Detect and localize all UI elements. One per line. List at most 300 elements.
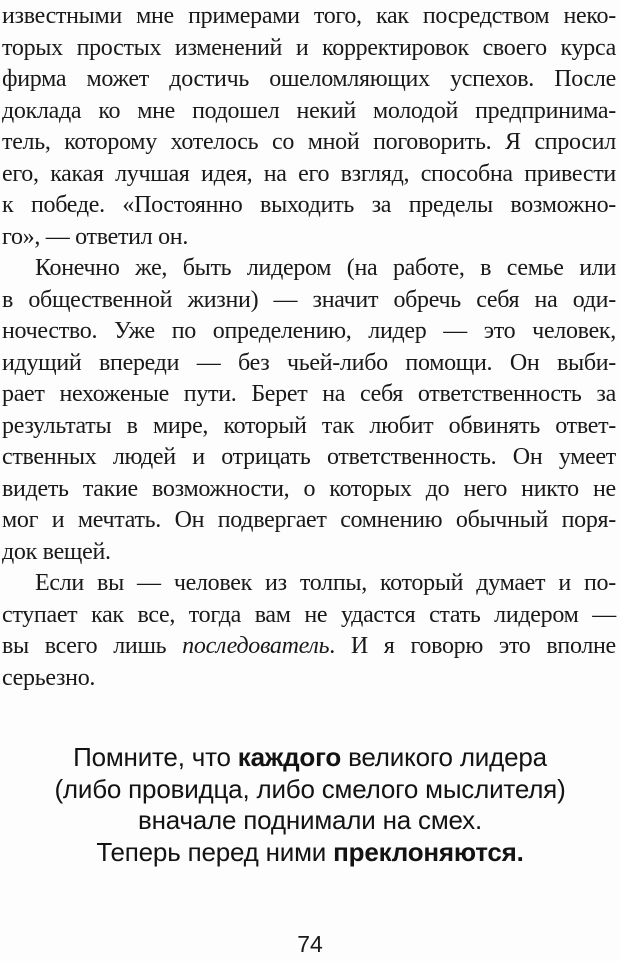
word [31,190,105,222]
word [554,64,616,96]
word [2,442,96,474]
word [87,64,150,96]
text-run: со [271,129,295,155]
text-run: Он [512,444,543,470]
text-run: за [596,381,616,407]
text-line-p2-10 [2,537,616,569]
text-run: из [265,570,287,596]
text-run: вы [97,570,124,596]
text-run: мире, [152,412,209,439]
text-line-p3-1 [2,568,616,600]
text-run: в [480,255,492,281]
text-run: него [463,475,508,502]
word [423,1,549,33]
word [122,190,242,222]
text-run: это [483,318,516,344]
text-line-p1-3 [2,64,616,96]
text-run: лидером [494,601,579,628]
text-run: пределы [408,192,493,218]
word [192,442,205,474]
text-run: как [91,601,124,628]
text-run: на [322,381,346,407]
word [456,505,548,537]
text-run: не [304,601,328,628]
word [562,505,616,537]
word [2,316,97,348]
bold-text-run: преклоняются. [333,836,524,867]
text-run: по [171,318,196,344]
text-run: говорю [410,633,483,659]
text-run: Он [509,349,540,376]
word [171,127,259,159]
text-run: После [554,66,616,92]
text-run: мне [136,3,174,29]
word [298,159,329,191]
text-run: и [192,444,205,470]
word [175,33,282,65]
text-run: — [196,349,221,376]
word [247,253,331,285]
quote-line-2 [0,773,620,805]
text-run: мечтать. [77,507,162,533]
text-run: возможности, [152,475,290,502]
word [97,568,124,600]
word [265,568,287,600]
word [505,127,521,159]
text-run: нехоженые [59,381,169,407]
text-run: док вещей. [2,538,111,565]
text-run: чьей-либо [287,349,388,376]
word [182,631,335,663]
word [368,316,426,348]
word [2,1,122,33]
word [494,600,578,632]
text-run: своего [482,34,547,61]
text-run: лидером [246,255,332,281]
quote-line-3 [0,804,620,836]
text-run: спросил [534,129,616,155]
word [373,96,458,128]
word [260,190,354,222]
text-run: го», — ответил он. [2,223,189,250]
text-line-p3-2 [2,600,616,632]
word [238,348,269,380]
text-run: человек [173,570,252,596]
text-run: предпринима- [475,97,616,124]
word [475,96,616,128]
word [251,379,307,411]
text-run: видеть [2,475,69,502]
text-run: и [51,507,65,533]
text-run: лидер [368,318,427,344]
word [187,285,258,317]
text-run: Теперь перед ними [96,836,334,867]
word [45,631,98,663]
text-run: хотелось [170,129,259,155]
word [272,127,294,159]
word [221,442,310,474]
word [449,411,540,443]
word [189,600,241,632]
text-line-p1-6 [2,159,616,191]
text-run: стать [429,601,481,628]
word [373,127,491,159]
word [137,96,175,128]
word [50,159,103,191]
word [304,600,327,632]
text-run: лучшая [115,160,190,187]
text-run: подошел [192,97,280,124]
word [369,411,433,443]
word [592,600,616,632]
text-run: может [86,66,149,92]
word [77,33,162,65]
text-run: лишь [113,633,167,659]
word [409,190,493,222]
text-run: «Постоянно [122,192,243,218]
text-run: тель, [2,129,51,155]
word [329,474,411,506]
text-run: великого лидера [341,742,547,772]
word [197,348,221,380]
text-run: думает [476,570,546,596]
word [137,568,161,600]
text-run: такие [82,475,138,502]
text-run: и [295,34,309,61]
text-run: — [137,570,161,596]
text-run: идея, [201,160,253,187]
text-run: ночество. [2,318,98,344]
text-run: это [498,633,531,659]
text-run: его [298,160,330,187]
word [99,348,179,380]
word [596,379,616,411]
text-run: не [593,475,616,502]
text-run: успехов. [450,66,534,92]
text-run: на [534,286,558,313]
text-line-p2-1 [2,253,616,285]
word [429,600,480,632]
text-run: определению, [212,318,352,344]
word [296,33,309,65]
text-line-p2-4 [2,348,616,380]
word [340,505,442,537]
text-run: выби- [556,349,616,376]
word [300,568,367,600]
word [393,285,460,317]
text-line-p1-2 [2,33,616,65]
text-run: возможно- [510,192,616,218]
word [175,505,205,537]
text-run: сомнению [340,507,443,533]
text-run: о [303,475,316,502]
text-run: Если [35,570,84,596]
text-run: по- [583,570,616,596]
epigraph-quote [0,741,620,867]
text-line-p1-4 [2,96,616,128]
word [327,442,496,474]
word [303,474,315,506]
text-run: общественной [28,286,173,313]
text-run: рает [2,381,45,407]
text-run: выходить [260,192,354,218]
word [2,411,111,443]
word [314,1,362,33]
text-run: всего [44,633,98,659]
word [405,348,492,380]
text-run: который [380,570,464,596]
text-run: вначале поднимали на смех. [137,805,483,835]
word [2,348,81,380]
word [476,568,545,600]
word [546,631,616,663]
text-run: как [375,3,409,29]
text-line-p3-3 [2,631,616,663]
text-run: (на [346,255,378,281]
word [573,285,616,317]
word [322,411,354,443]
text-run: неко- [563,3,616,29]
word [153,411,208,443]
text-run: себя [476,286,520,313]
word [558,568,571,600]
bold-text-run: каждого [237,742,342,772]
word [2,600,77,632]
text-run: ответ- [555,412,616,439]
word [115,159,189,191]
text-run: простых [76,34,162,61]
text-run: какая [50,160,104,187]
text-run: работе, [392,255,465,281]
text-run: впереди [99,349,180,376]
word [513,442,543,474]
italic-text-run: последователь [182,633,330,659]
word [2,159,39,191]
text-run: Уже [113,318,155,344]
text-line-p2-5 [2,379,616,411]
word [593,474,616,506]
text-run: вполне [546,633,616,659]
text-line-p2-3 [2,316,616,348]
text-run: никто [521,475,579,502]
word [418,379,582,411]
word [218,505,327,537]
text-run: так [321,412,355,439]
word [499,631,531,663]
text-run: победе. [30,192,105,218]
word [393,253,465,285]
word [28,285,172,317]
word [380,568,463,600]
word [114,316,155,348]
word [480,253,491,285]
text-run: в [126,412,138,439]
text-run: (либо провидца, либо смелого мыслителя) [54,773,566,804]
word [2,64,66,96]
word [223,411,306,443]
word [59,379,169,411]
word [2,96,81,128]
text-run: И [350,633,368,659]
text-run: Помните, что [73,742,238,772]
text-line-p2-6 [2,411,616,443]
word [113,442,176,474]
word [113,631,166,663]
word [2,505,38,537]
text-run: примерами [188,3,300,29]
word [297,96,356,128]
text-run: значит [312,286,379,313]
word [2,285,13,317]
word [476,285,519,317]
text-run: тогда [188,601,241,628]
text-run: или [579,255,616,281]
body-text [2,1,616,694]
word [213,316,352,348]
word [287,348,388,380]
text-run: мне [137,97,176,124]
word [308,127,360,159]
word [78,505,161,537]
text-run: обычный [455,507,548,533]
text-run: на [263,160,287,187]
word [2,33,63,65]
word [98,96,120,128]
word [274,285,298,317]
word [360,379,403,411]
word [421,159,513,191]
word [135,253,167,285]
word [322,33,469,65]
word [255,600,291,632]
word [341,159,410,191]
word [384,631,395,663]
word [484,316,516,348]
word [183,253,232,285]
word [521,474,579,506]
text-run: человек, [532,318,616,344]
text-run: доклада [2,97,82,124]
word [83,474,138,506]
word [579,253,616,285]
word [450,64,534,96]
word [174,568,252,600]
text-run: и [558,570,571,596]
text-run: Он [174,507,205,533]
text-run: ственных [2,444,97,470]
word [372,190,392,222]
text-line-p2-2 [2,285,616,317]
word [557,348,616,380]
text-run: серьезно. [2,664,96,691]
quote-line-1 [0,741,620,773]
text-run: умеет [558,444,616,470]
text-run: который [223,412,307,439]
word [201,159,252,191]
text-run: вы [2,633,29,659]
text-run: мог [2,507,39,533]
text-run: к [2,192,14,218]
text-run: ступает [2,601,78,628]
text-line-p2-7 [2,442,616,474]
word [2,190,13,222]
word [535,285,558,317]
text-run: корректировок [322,34,469,61]
text-run: Конечно [35,255,120,281]
text-run: ко [98,97,121,124]
text-run: ответственность. [326,444,497,470]
word [563,1,615,33]
text-run: молодой [372,97,459,124]
text-run: привести [524,160,616,187]
text-run: ошеломляющих [269,66,430,92]
text-run: его, [2,160,39,187]
word [561,33,616,65]
text-line-p1-7 [2,190,616,222]
word [169,64,249,96]
word [507,253,564,285]
word [313,285,379,317]
text-run: посредством [422,3,550,29]
text-run: пути. [183,381,237,407]
word [35,253,120,285]
word [91,600,124,632]
text-line-p2-9 [2,505,616,537]
text-run: же, [135,255,168,281]
page-number: 74 [297,931,323,957]
text-run: курса [560,34,616,61]
text-line-p2-8 [2,474,616,506]
word [192,96,279,128]
text-run: Я [505,129,521,155]
text-run: до [425,475,450,502]
text-run: себя [360,381,404,407]
word [443,316,467,348]
text-run: вам [254,601,291,628]
text-run: удастся [340,601,416,628]
text-run: оди- [572,286,616,313]
word [172,316,196,348]
word [152,474,289,506]
word [532,316,616,348]
text-run: семье [506,255,564,281]
text-run: изменений [174,34,283,61]
text-run: результаты [2,412,112,439]
text-run: достичь [169,66,249,92]
text-run: поговорить. [373,129,492,155]
text-run: идущий [2,349,82,376]
text-run: любит [369,412,434,439]
word [410,631,483,663]
text-run: взгляд, [340,160,410,187]
word [376,1,409,33]
text-run: способна [420,160,513,187]
word [35,568,84,600]
text-run: толпы, [299,570,367,596]
text-run: обречь [393,286,461,313]
word [188,1,300,33]
word [2,631,29,663]
word [347,253,378,285]
text-run: обвинять [448,412,540,439]
text-run: которому [64,129,157,155]
word [426,474,450,506]
text-line-p1-8 [2,222,616,254]
word [184,379,237,411]
word [510,190,616,222]
text-run: я [383,633,395,659]
word [127,411,138,443]
